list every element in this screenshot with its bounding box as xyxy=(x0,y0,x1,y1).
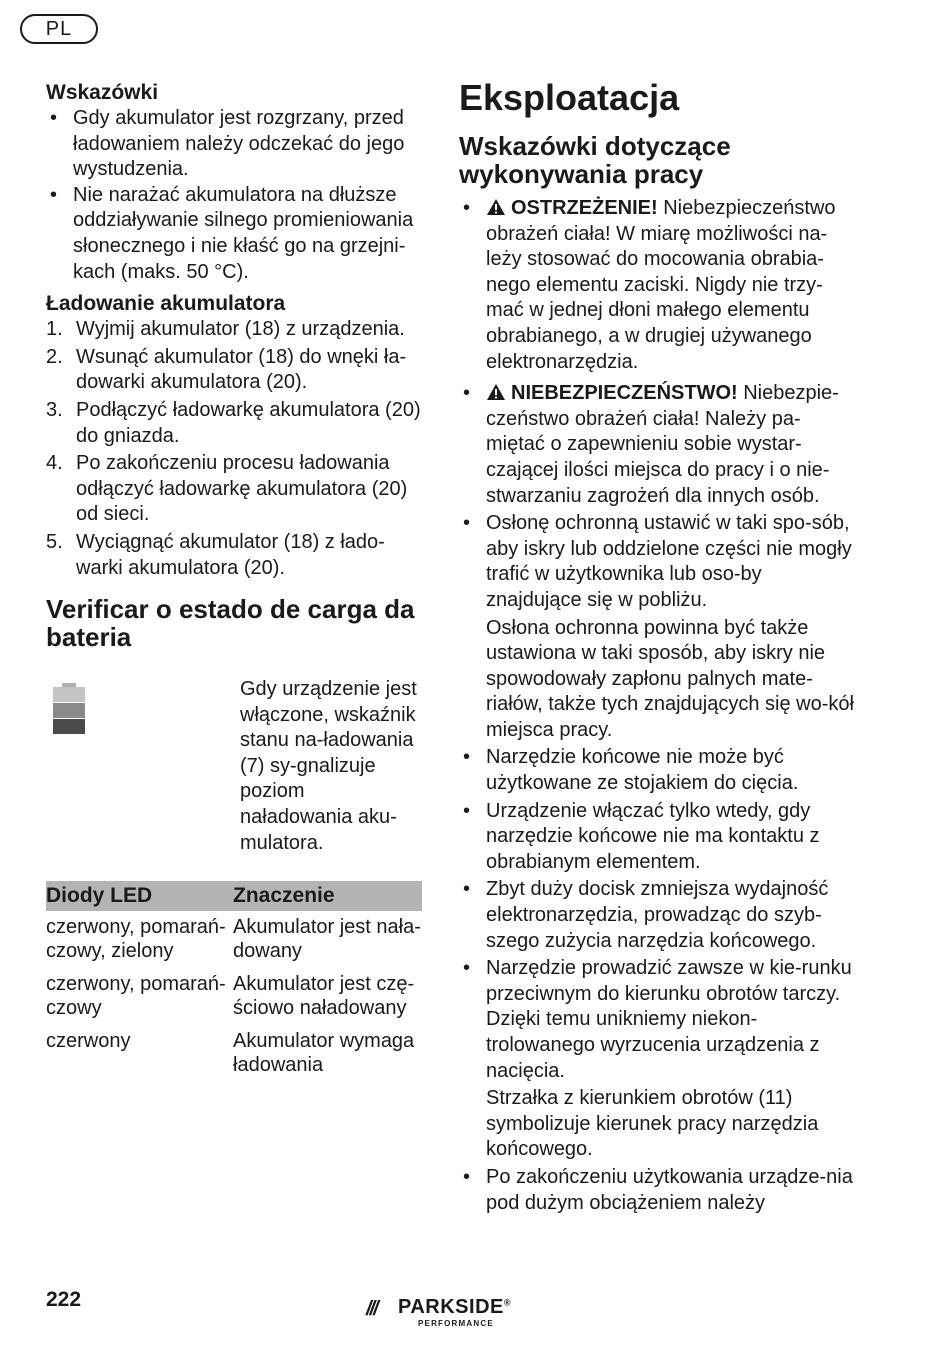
battery-row xyxy=(46,677,422,855)
list-item xyxy=(46,398,422,449)
table-cell: Akumulator jest czę-ściowo naładowany xyxy=(233,973,415,1020)
step-number: 4. xyxy=(46,452,63,475)
brand-stripes: /// xyxy=(366,1298,377,1320)
warning-icon xyxy=(486,383,506,401)
table-row xyxy=(46,911,422,968)
column-header: Znaczenie xyxy=(233,881,422,911)
page-title: Eksploatacja xyxy=(459,77,680,118)
warning-label: OSTRZEŻENIE! xyxy=(511,197,658,219)
brand-mark: ® xyxy=(503,1297,512,1308)
list-item: • Narzędzie prowadzić zawsze w kie-runku przeciwnym do kierunku obrotów tarczy. Dzięki temu unikniemy niekon-trolowanego wyrzucenia urządzenia z nacięcia. xyxy=(459,956,859,1084)
step-number: 5. xyxy=(46,530,63,553)
list-item: • Zbyt duży docisk zmniejsza wydajność elektronarzędzia, prowadząc do szyb-szego zużycia narzędzia końcowego. xyxy=(459,877,859,954)
list-item xyxy=(46,451,422,528)
list-item: • Gdy akumulator jest rozgrzany, przed ładowaniem należy odczekać do jego wystudzenia. xyxy=(46,106,422,183)
battery-heading: Verificar o estado de carga da bateria xyxy=(46,594,415,653)
step-text: Wsunąć akumulator (18) do wnęki ła-dowarki akumulatora (20). xyxy=(76,345,407,394)
table-cell: czerwony xyxy=(46,1030,131,1053)
brand-logo xyxy=(366,1296,526,1332)
danger-text: Niebezpie-czeństwo obrażeń ciała! Należy pa-miętać o zapewnieniu sobie wystar-czającej ilości miejsca do pracy i o nie-stwarzaniu zagrożeń dla innych osób. xyxy=(486,382,839,507)
page-number: 222 xyxy=(46,1288,82,1311)
table-cell: Akumulator jest nała-dowany xyxy=(233,916,421,963)
charging-heading: Ładowanie akumulatora xyxy=(46,292,286,316)
table-header-row xyxy=(46,881,422,911)
battery-level-icon xyxy=(52,683,86,735)
charging-steps xyxy=(46,317,422,581)
table-cell: czerwony, pomarań-czowy xyxy=(46,973,226,1020)
list-item xyxy=(459,381,859,509)
step-text: Podłączyć ładowarkę akumulatora (20) do gniazda. xyxy=(76,398,421,447)
warning-text: Niebezpieczeństwo obrażeń ciała! W miarę możliwości na-leży stosować do mocowania obrabia-nego elementu zaciski. Nigdy nie trzy-mać w jednej dłoni małego elementu obrabianego, a w drugiej używanego elektronarzędzia. xyxy=(486,197,836,373)
list-item xyxy=(46,530,422,581)
battery-description: Gdy urządzenie jest włączone, wskaźnik stanu na-ładowania (7) sy-gnalizuje poziom naładowania aku-mulatora. xyxy=(240,678,417,854)
list-item xyxy=(459,196,859,375)
brand-subline: PERFORMANCE xyxy=(418,1319,494,1328)
work-tips-list xyxy=(459,196,859,614)
step-text: Wyjmij akumulator (18) z urządzenia. xyxy=(76,318,405,341)
tips-heading: Wskazówki xyxy=(46,81,159,104)
table-row xyxy=(46,968,422,1025)
work-tips-list-3 xyxy=(459,1165,859,1216)
table-cell: czerwony, pomarań-czowy, zielony xyxy=(46,916,226,963)
list-item: • Po zakończeniu użytkowania urządze-nia pod dużym obciążeniem należy xyxy=(459,1165,859,1216)
list-item: • Narzędzie końcowe nie może być użytkowane ze stojakiem do cięcia. xyxy=(459,745,859,796)
brand-name xyxy=(398,1296,511,1319)
tips-list xyxy=(46,106,422,285)
list-item xyxy=(46,317,422,343)
paragraph: Strzałka z kierunkiem obrotów (11) symbolizuje kierunek pracy narzędzia końcowego. xyxy=(486,1087,819,1161)
brand-text: PARKSIDE xyxy=(398,1296,504,1318)
language-badge: PL xyxy=(20,14,98,44)
led-table xyxy=(46,881,422,1082)
danger-label: NIEBEZPIECZEŃSTWO! xyxy=(511,382,738,405)
paragraph: Osłona ochronna powinna być także ustawiona w taki sposób, aby iskry nie spowodowały zapłonu palnych mate-riałów, także tych znajdujących się wo-kół miejsca pracy. xyxy=(486,616,854,741)
step-text: Po zakończeniu procesu ładowania odłączyć ładowarkę akumulatora (20) od sieci. xyxy=(76,452,408,526)
step-number: 3. xyxy=(46,398,63,421)
step-number: 2. xyxy=(46,345,63,368)
list-item xyxy=(46,345,422,396)
column-header: Diody LED xyxy=(46,881,233,911)
table-row xyxy=(46,1025,422,1082)
work-tips-list-2 xyxy=(459,745,859,1084)
list-item: • Nie narażać akumulatora na dłuższe oddziaływanie silnego promieniowania słonecznego i nie kłaść go na grzejni-kach (maks. 50 °C). xyxy=(46,183,422,285)
list-item: • Osłonę ochronną ustawić w taki spo-sób, aby iskry lub oddzielone części nie mogły trafić w użytkownika lub oso-by znajdujące się w pobliżu. xyxy=(459,511,859,613)
right-column xyxy=(459,78,859,1216)
step-text: Wyciągnąć akumulator (18) z łado-warki akumulatora (20). xyxy=(76,530,385,579)
section-heading: Wskazówki dotyczące wykonywania pracy xyxy=(459,131,731,189)
warning-icon xyxy=(486,198,506,216)
list-item: • Urządzenie włączać tylko wtedy, gdy narzędzie końcowe nie ma kontaktu z obrabianym elementem. xyxy=(459,799,859,876)
left-column xyxy=(46,80,422,1082)
table-cell: Akumulator wymaga ładowania xyxy=(233,1030,415,1077)
step-number: 1. xyxy=(46,318,63,341)
